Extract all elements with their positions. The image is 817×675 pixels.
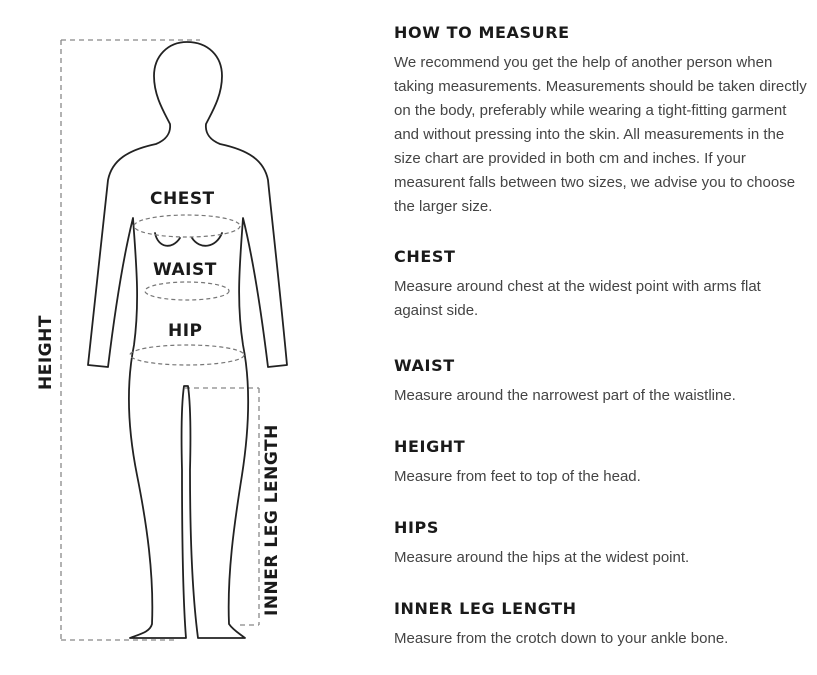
instructions-column bbox=[394, 22, 809, 651]
how-to-measure-text: We recommend you get the help of another person when taking measurements. Measurements should be taken directly on the body, preferably while wearing a tight-fitting garment and without pressing into the skin. All measurements in the size chart are provided in both cm and inches. If your measurent falls between two sizes, we advise you to choose the larger size. bbox=[394, 54, 807, 215]
inner-leg-title: INNER LEG LENGTH bbox=[394, 599, 577, 618]
hips-text: Measure around the hips at the widest point. bbox=[394, 549, 690, 566]
chest-section bbox=[394, 246, 809, 323]
inner-leg-label: INNER LEG LENGTH bbox=[262, 424, 282, 616]
body-measurement-figure bbox=[0, 0, 360, 675]
inner-leg-text: Measure from the crotch down to your ankle bone. bbox=[394, 630, 729, 647]
waist-ring bbox=[145, 282, 229, 300]
chest-ring bbox=[134, 215, 240, 237]
hip-ring bbox=[130, 345, 244, 365]
chest-text: Measure around chest at the widest point with arms flat against side. bbox=[394, 278, 761, 319]
hip-label: HIP bbox=[168, 321, 203, 341]
waist-text: Measure around the narrowest part of the waistline. bbox=[394, 387, 736, 404]
height-title: HEIGHT bbox=[394, 437, 466, 456]
measurement-rings bbox=[130, 215, 244, 365]
inner-leg-section bbox=[394, 598, 809, 651]
height-label: HEIGHT bbox=[36, 315, 56, 390]
chest-title: CHEST bbox=[394, 247, 456, 266]
how-to-measure-title: HOW TO MEASURE bbox=[394, 23, 570, 42]
waist-label: WAIST bbox=[153, 260, 217, 280]
waist-section bbox=[394, 355, 809, 408]
how-to-measure-section bbox=[394, 22, 809, 219]
hips-section bbox=[394, 517, 809, 570]
height-text: Measure from feet to top of the head. bbox=[394, 468, 641, 485]
chest-label: CHEST bbox=[150, 189, 215, 209]
waist-title: WAIST bbox=[394, 356, 455, 375]
hips-title: HIPS bbox=[394, 518, 439, 537]
height-section bbox=[394, 436, 809, 489]
